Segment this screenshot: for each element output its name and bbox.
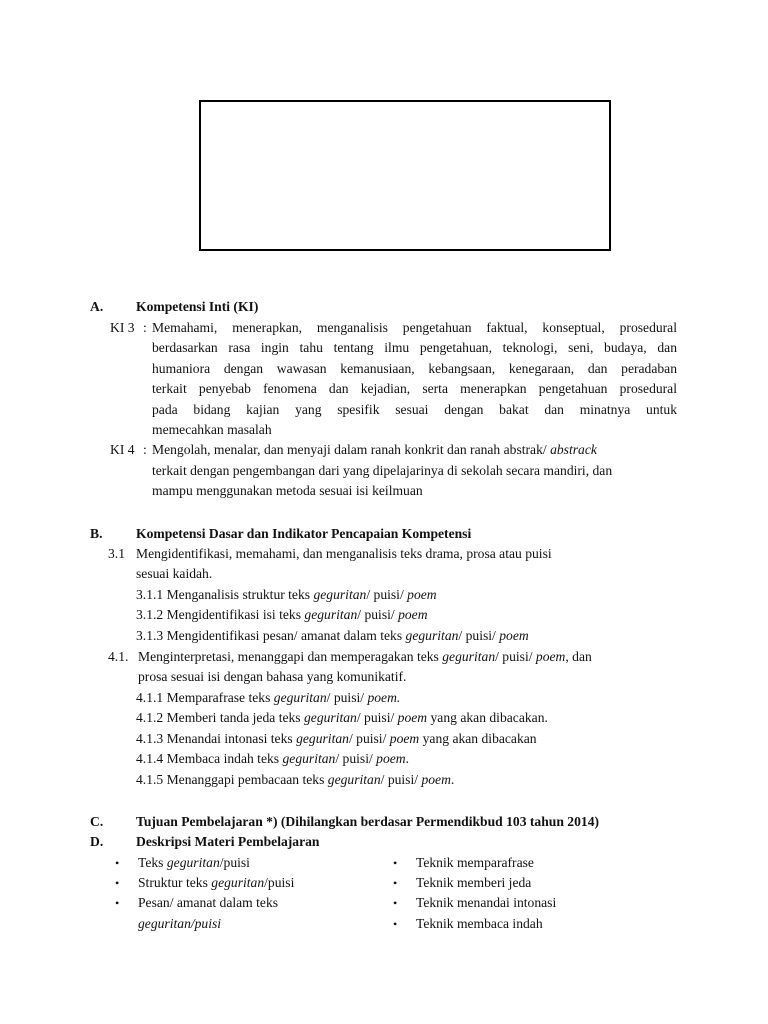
- bullet-icon: •: [393, 917, 398, 931]
- indicator-line: 4.1.4 Membaca indah teks geguritan/ puisi/ poem.: [136, 751, 410, 766]
- section-d-title: Deskripsi Materi Pembelajaran: [136, 834, 320, 849]
- ki3-line: humaniora dengan wawasan kemanusiaan, kebangsaan, kenegaraan, dan peradaban: [152, 361, 677, 376]
- ki3-line: pada bidang kajian yang spesifik sesuai dengan bakat dan minatnya untuk: [152, 402, 677, 417]
- kd-text: prosa sesuai isi dengan bahasa yang komunikatif.: [138, 669, 407, 684]
- bullet-icon: •: [393, 856, 398, 870]
- bullet-icon: •: [393, 896, 398, 910]
- section-c-title: Tujuan Pembelajaran *) (Dihilangkan berdasar Permendikbud 103 tahun 2014): [136, 814, 600, 829]
- section-c-letter: C.: [90, 814, 104, 829]
- list-item-continuation: geguritan/puisi: [138, 916, 222, 931]
- list-item: Teknik memberi jeda: [416, 875, 532, 890]
- ki4-line: terkait dengan pengembangan dari yang dipelajarinya di sekolah secara mandiri, dan: [152, 463, 613, 478]
- ki3-colon: :: [143, 320, 147, 335]
- kd-text: sesuai kaidah.: [136, 566, 213, 581]
- ki3-label: KI 3: [110, 320, 135, 335]
- kd-text: Menginterpretasi, menanggapi dan memperagakan teks geguritan/ puisi/ poem, dan: [138, 649, 592, 664]
- ki4-line: mampu menggunakan metoda sesuai isi keilmuan: [152, 483, 423, 498]
- section-b-letter: B.: [90, 526, 103, 541]
- kd-number: 4.1.: [108, 649, 129, 664]
- list-item: Teks geguritan/puisi: [138, 855, 250, 870]
- ki4-colon: :: [143, 442, 147, 457]
- section-a-letter: A.: [90, 299, 104, 314]
- list-item: Teknik menandai intonasi: [416, 895, 557, 910]
- ki4-line: Mengolah, menalar, dan menyaji dalam ranah konkrit dan ranah abstrak/ abstrack: [152, 442, 597, 457]
- list-item: Teknik membaca indah: [416, 916, 543, 931]
- ki3-line: terkait penyebab fenomena dan kejadian, serta menerapkan pengetahuan prosedural: [152, 381, 677, 396]
- section-d-letter: D.: [90, 834, 104, 849]
- kd-number: 3.1: [108, 546, 125, 561]
- indicator-line: 4.1.3 Menandai intonasi teks geguritan/ puisi/ poem yang akan dibacakan: [136, 731, 537, 746]
- bullet-icon: •: [115, 876, 120, 890]
- section-b-title: Kompetensi Dasar dan Indikator Pencapaian Kompetensi: [136, 526, 472, 541]
- bullet-icon: •: [115, 896, 120, 910]
- list-item: Teknik memparafrase: [416, 855, 534, 870]
- ki3-line: memecahkan masalah: [152, 422, 272, 437]
- indicator-line: 4.1.1 Memparafrase teks geguritan/ puisi/ poem.: [136, 690, 401, 705]
- ki3-line: berdasarkan rasa ingin tahu tentang ilmu pengetahuan, teknologi, seni, budaya, dan: [152, 340, 677, 355]
- bullet-icon: •: [115, 856, 120, 870]
- section-a-title: Kompetensi Inti (KI): [136, 299, 259, 314]
- header-box: [199, 100, 611, 251]
- indicator-line: 4.1.5 Menanggapi pembacaan teks geguritan/ puisi/ poem.: [136, 772, 455, 787]
- indicator-line: 3.1.2 Mengidentifikasi isi teks geguritan/ puisi/ poem: [136, 607, 428, 622]
- indicator-line: 4.1.2 Memberi tanda jeda teks geguritan/ puisi/ poem yang akan dibacakan.: [136, 710, 548, 725]
- indicator-line: 3.1.1 Menganalisis struktur teks geguritan/ puisi/ poem: [136, 587, 437, 602]
- bullet-icon: •: [393, 876, 398, 890]
- indicator-line: 3.1.3 Mengidentifikasi pesan/ amanat dalam teks geguritan/ puisi/ poem: [136, 628, 529, 643]
- ki4-label: KI 4: [110, 442, 135, 457]
- kd-text: Mengidentifikasi, memahami, dan menganalisis teks drama, prosa atau puisi: [136, 546, 552, 561]
- ki3-line: Memahami, menerapkan, menganalisis pengetahuan faktual, konseptual, prosedural: [152, 320, 677, 335]
- list-item: Struktur teks geguritan/puisi: [138, 875, 295, 890]
- list-item: Pesan/ amanat dalam teks: [138, 895, 279, 910]
